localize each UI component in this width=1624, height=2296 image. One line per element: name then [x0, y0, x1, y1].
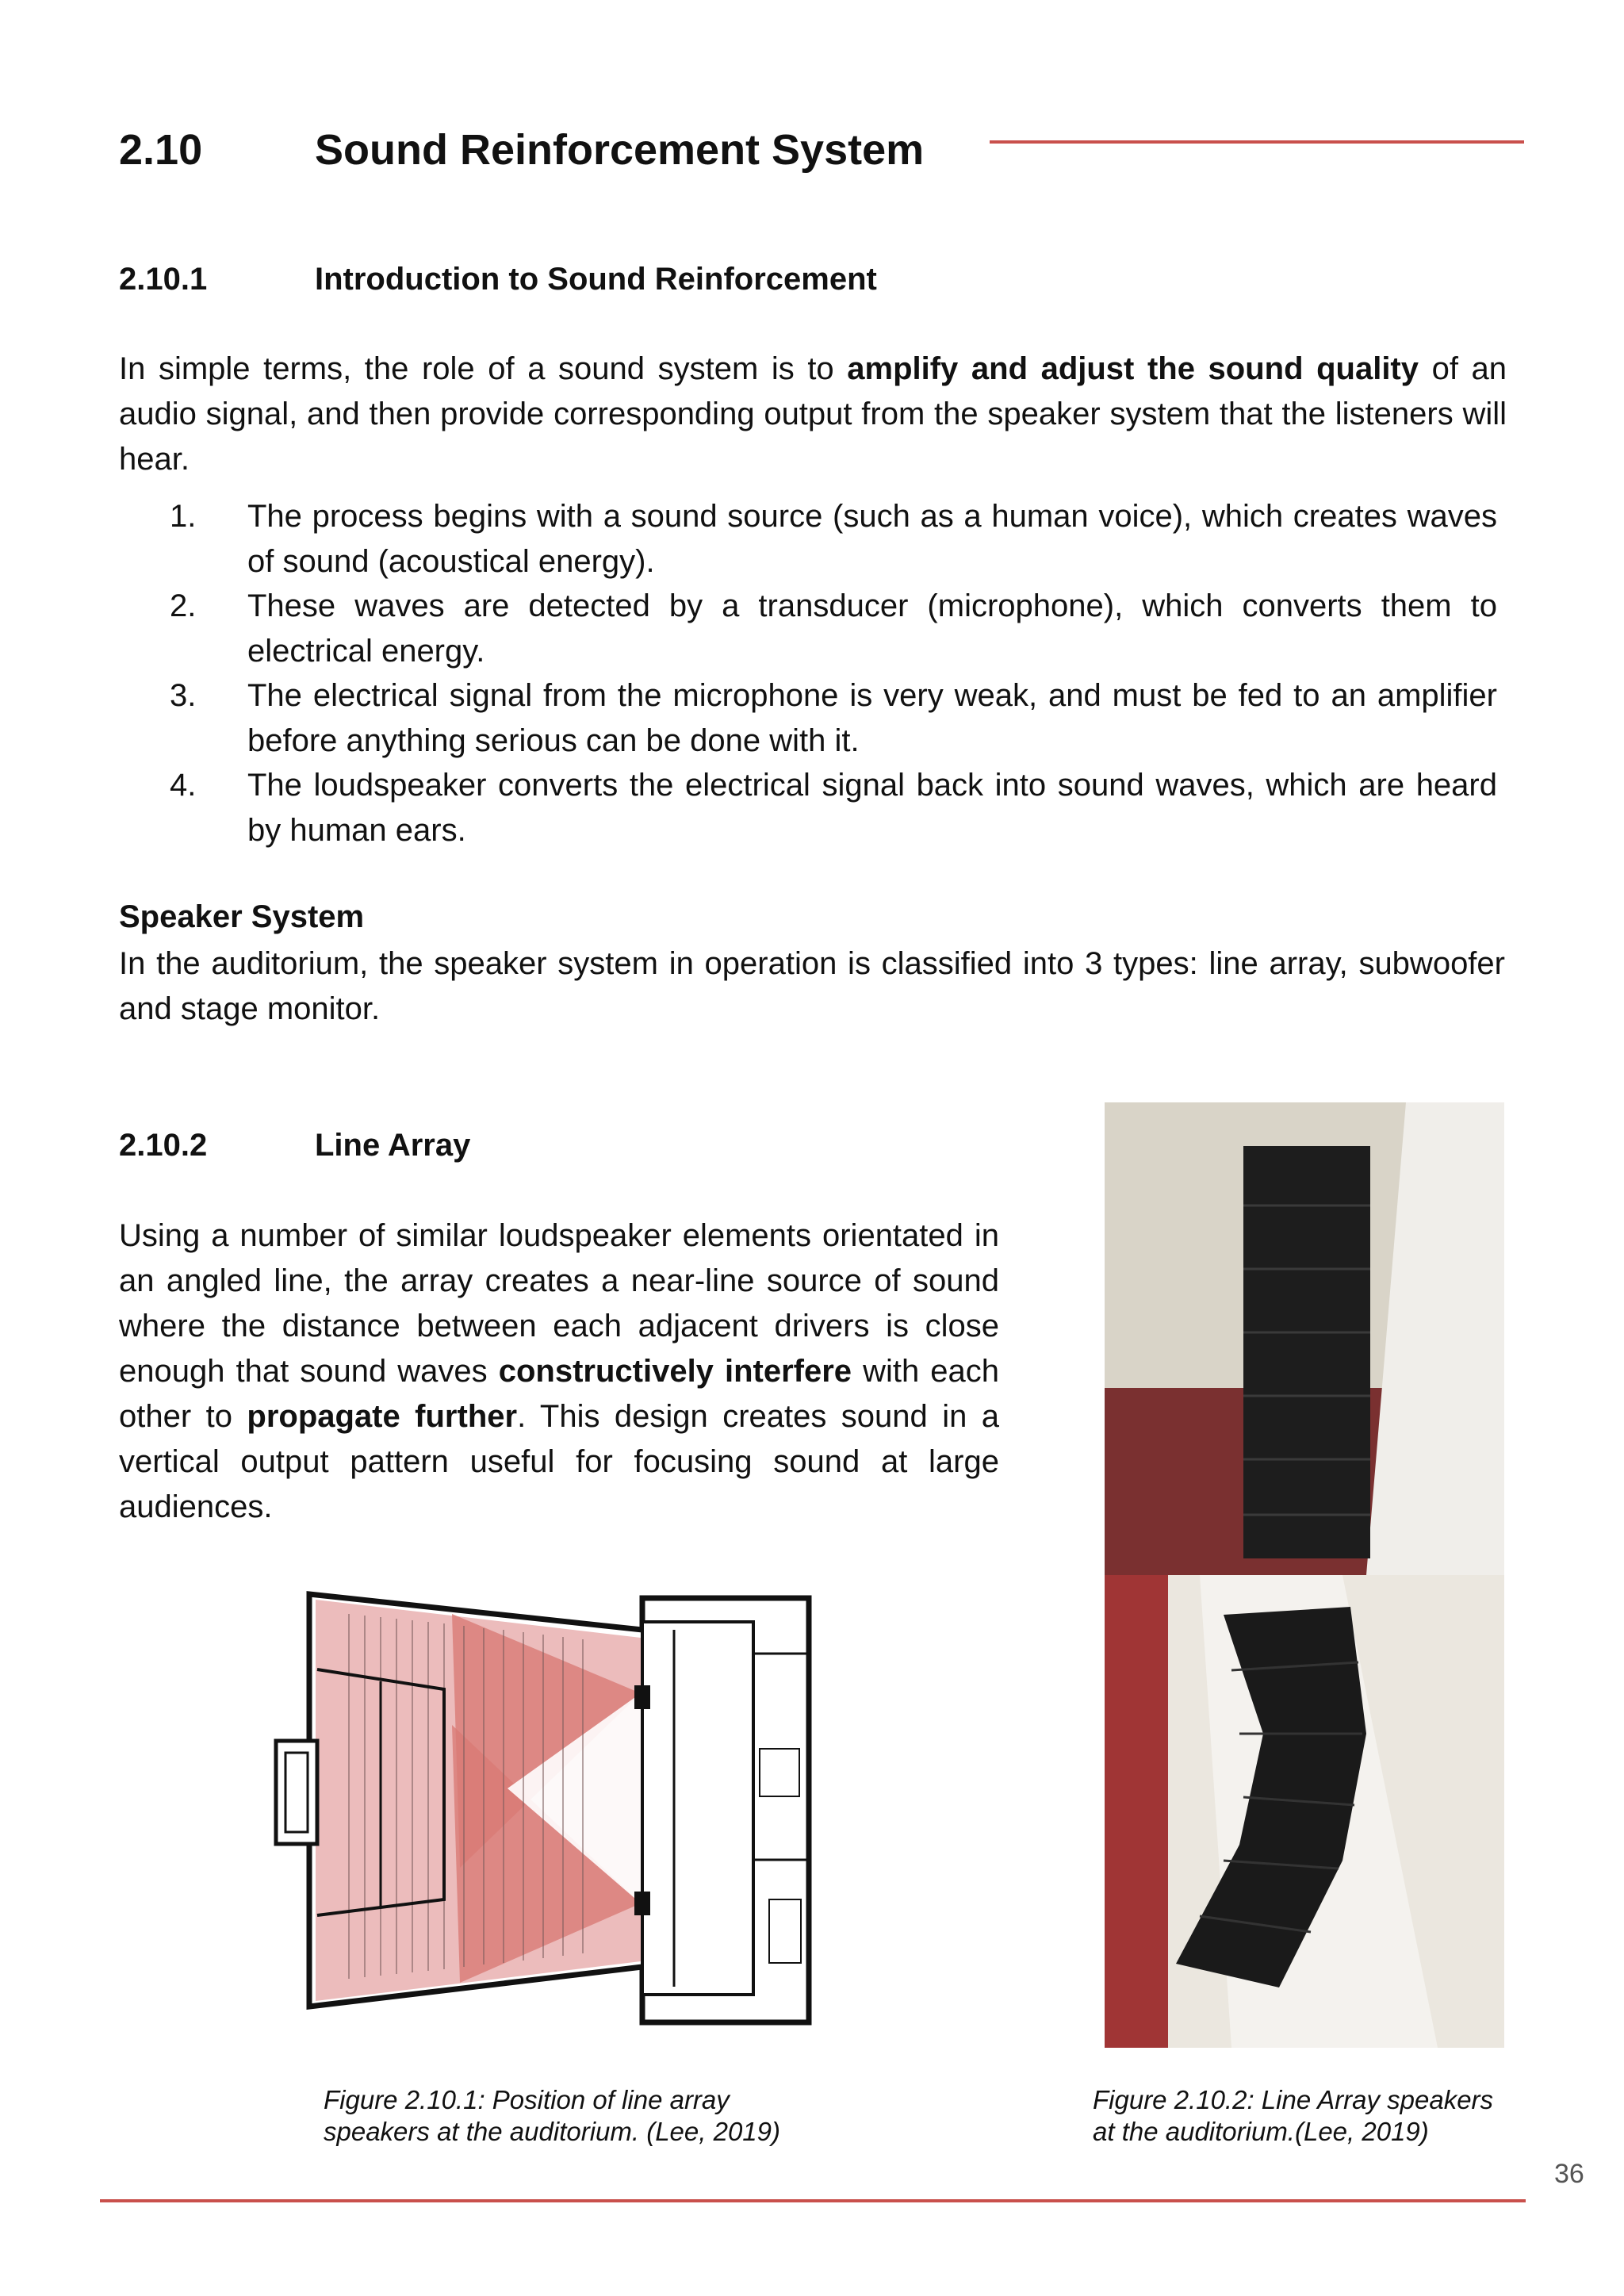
line-array-bold-text: propagate further: [247, 1399, 518, 1434]
list-item-number: 4.: [170, 768, 197, 803]
list-item-text: The electrical signal from the microphone is very weak, and must be fed to an amplifier before anything serious can be done with it.: [247, 678, 1497, 758]
intro-bold-text: amplify and adjust the sound quality: [847, 351, 1419, 386]
list-item-text: These waves are detected by a transducer (microphone), which converts them to electrical energy.: [247, 588, 1497, 669]
speaker-system-paragraph: In the auditorium, the speaker system in operation is classified into 3 types: line array, subwoofer and stage monitor.: [119, 946, 1505, 1026]
speaker-system-heading: Speaker System: [119, 899, 365, 934]
list-item-text: The process begins with a sound source (such as a human voice), which creates waves of sound (acoustical energy).: [247, 499, 1497, 579]
list-item-number: 3.: [170, 678, 197, 713]
list-item-number: 2.: [170, 588, 197, 623]
intro-text-end: of an audio signal, and then provide corresponding output from the speaker system that the listeners will hear.: [119, 351, 1507, 477]
line-array-bold-text: constructively interfere: [498, 1354, 852, 1389]
intro-text: In simple terms, the role of a sound system is to: [119, 351, 848, 386]
line-array-text: with each other to: [119, 1354, 999, 1434]
page-number: 36: [1554, 2159, 1584, 2189]
footer-rule: [100, 2199, 1526, 2202]
figure-2-caption: Figure 2.10.2: Line Array speakers at the auditorium.(Lee, 2019): [1093, 2085, 1494, 2146]
figure-floor-plan: [262, 1566, 841, 2038]
subsection-number: 2.10.2: [119, 1128, 208, 1163]
figure-1-caption: Figure 2.10.1: Position of line array speakers at the auditorium. (Lee, 2019): [324, 2085, 781, 2146]
section-number: 2.10: [119, 126, 203, 174]
section-title: Sound Reinforcement System: [315, 126, 925, 174]
line-array-photo-bottom: [1105, 1575, 1504, 2048]
heading-rule: [990, 140, 1524, 144]
auditorium-floor-plan-diagram: [262, 1566, 841, 2038]
subsection-number: 2.10.1: [119, 262, 208, 297]
line-array-text: . This design creates sound in a vertical output pattern useful for focusing sound at large audiences.: [119, 1399, 1000, 1524]
line-array-speaker-photo: [1105, 1102, 1504, 1575]
subsection-title: Line Array: [315, 1128, 471, 1163]
list-item-number: 1.: [170, 499, 197, 534]
line-array-paragraph: [119, 1213, 999, 1530]
subsection-title: Introduction to Sound Reinforcement: [315, 262, 877, 297]
line-array-photo-top: [1105, 1102, 1504, 1575]
intro-paragraph: [119, 347, 1507, 482]
list-item-text: The loudspeaker converts the electrical signal back into sound waves, which are heard by human ears.: [247, 768, 1497, 848]
curved-line-array-photo: [1105, 1575, 1504, 2048]
line-array-text: Using a number of similar loudspeaker elements orientated in an angled line, the array creates a near-line source of sound where the distance between each adjacent drivers is close enough that sound waves: [119, 1218, 999, 1389]
